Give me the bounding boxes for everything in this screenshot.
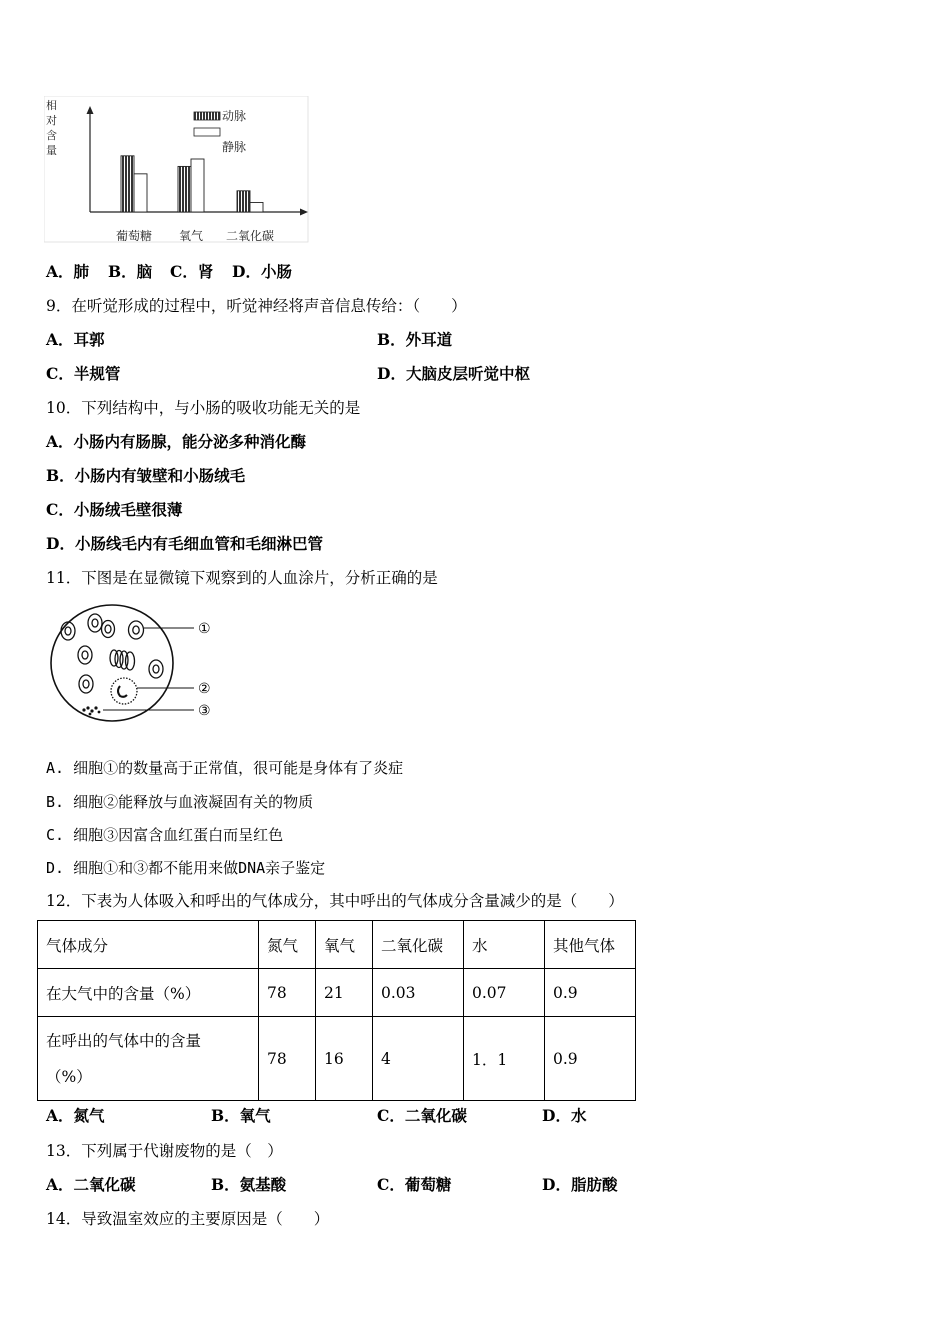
x-axis-arrow: [300, 209, 308, 216]
red-blood-cell: [149, 660, 163, 678]
q12-option-b[interactable]: B．氧气: [211, 1106, 271, 1125]
q13-stem: 13．下列属于代谢废物的是（ ）: [46, 1142, 283, 1160]
q10-option-b[interactable]: B．小肠内有皱壁和小肠绒毛: [46, 466, 246, 485]
blood-smear-svg: [48, 598, 228, 728]
platelets: [82, 706, 100, 715]
label-cell-2: ②: [198, 681, 211, 697]
q10-option-a[interactable]: A．小肠内有肠腺，能分泌多种消化酶: [46, 432, 307, 451]
y-axis-label: [46, 98, 57, 157]
q13-option-b[interactable]: B．氨基酸: [211, 1175, 287, 1194]
x-tick-label: 二氧化碳: [225, 229, 275, 243]
red-blood-cell-center: [92, 619, 98, 627]
red-blood-cell-center: [83, 680, 89, 688]
ylabel-char-1: 相: [46, 99, 57, 112]
q9-option-c[interactable]: C．半规管: [46, 364, 121, 383]
q12-option-c[interactable]: C．二氧化碳: [377, 1106, 467, 1125]
q10-stem: 10．下列结构中，与小肠的吸收功能无关的是: [46, 399, 361, 417]
q11-stem: 11．下图是在显微镜下观察到的人血涂片，分析正确的是: [46, 569, 438, 587]
q8-option-d[interactable]: D．小肠: [232, 262, 292, 281]
legend-vein-label: 静脉: [222, 140, 247, 154]
q12-option-d[interactable]: D．水: [542, 1106, 587, 1125]
y-axis-arrow: [87, 106, 94, 114]
ylabel-char-4: 量: [46, 144, 57, 157]
table-cell: 0.9: [545, 969, 636, 1017]
bars: [121, 156, 263, 212]
q11-option-d[interactable]: D. 细胞①和③都不能用来做DNA亲子鉴定: [46, 859, 326, 877]
bar-artery-1: [178, 166, 191, 212]
table-cell: [38, 1017, 259, 1101]
chart-frame: [44, 96, 308, 242]
q12-stem: 12．下表为人体吸入和呼出的气体成分，其中呼出的气体成分含量减少的是（ ）: [46, 892, 624, 910]
legend: [194, 108, 246, 154]
q10-option-c[interactable]: C．小肠绒毛壁很薄: [46, 500, 183, 519]
red-blood-cells: [61, 614, 163, 693]
header-cell: 氮气: [259, 921, 316, 969]
row-label-line-2: （%）: [46, 1067, 92, 1086]
q13-option-d[interactable]: D．脂肪酸: [542, 1175, 618, 1194]
blood-smear-figure: [48, 598, 228, 732]
red-blood-cell: [88, 614, 102, 632]
q11-option-a[interactable]: A. 细胞①的数量高于正常值，很可能是身体有了炎症: [46, 759, 404, 777]
red-blood-cell-center: [105, 625, 111, 633]
red-blood-cell: [79, 675, 93, 693]
red-blood-cell-center: [82, 651, 88, 659]
q11-option-c[interactable]: C. 细胞③因富含血红蛋白而呈红色: [46, 826, 284, 844]
header-cell: 水: [464, 921, 545, 969]
header-cell: 氧气: [316, 921, 373, 969]
q13-option-a[interactable]: A．二氧化碳: [46, 1175, 136, 1194]
x-tick-labels: [116, 228, 274, 243]
q9-option-a[interactable]: A．耳郭: [46, 330, 105, 349]
q14-stem: 14．导致温室效应的主要原因是（ ）: [46, 1210, 330, 1228]
q8-option-b[interactable]: B．脑: [108, 262, 153, 281]
table-row: [38, 1017, 636, 1101]
red-blood-cell: [61, 622, 75, 640]
ylabel-char-3: 含: [46, 129, 57, 142]
legend-vein-swatch: [194, 128, 220, 136]
red-blood-cell: [102, 621, 115, 638]
table-cell: 0.07: [464, 969, 545, 1017]
q10-option-d[interactable]: D．小肠线毛内有毛细血管和毛细淋巴管: [46, 534, 323, 553]
row-label-line-1: 在呼出的气体中的含量: [46, 1031, 202, 1050]
q11-option-b[interactable]: B. 细胞②能释放与血液凝固有关的物质: [46, 793, 314, 811]
table-cell: 78: [259, 969, 316, 1017]
q9-option-d[interactable]: D．大脑皮层听觉中枢: [377, 364, 530, 383]
x-tick-label: 葡萄糖: [115, 229, 153, 243]
header-cell: 气体成分: [38, 921, 259, 969]
label-cell-1: ①: [198, 621, 211, 637]
table-cell: 1．1: [464, 1017, 545, 1101]
table-cell: 16: [316, 1017, 373, 1101]
bar-artery-2: [237, 191, 250, 212]
legend-artery-swatch: [194, 112, 220, 120]
red-blood-cell-stack: [126, 652, 135, 670]
legend-artery-label: 动脉: [222, 109, 247, 123]
red-blood-cell-center: [153, 665, 159, 673]
table-cell: 78: [259, 1017, 316, 1101]
header-cell: 其他气体: [545, 921, 636, 969]
red-blood-cell: [78, 646, 92, 664]
gas-composition-table: [37, 920, 636, 1101]
table-cell: 0.03: [373, 969, 464, 1017]
label-cell-3: ③: [198, 703, 211, 719]
bar-vein-0: [134, 174, 147, 212]
q8-option-a[interactable]: A．肺: [46, 262, 90, 281]
white-blood-cell: [111, 678, 137, 704]
table-cell: 4: [373, 1017, 464, 1101]
bar-artery-0: [121, 156, 134, 212]
q9-stem: 9．在听觉形成的过程中，听觉神经将声音信息传给：（ ）: [46, 297, 467, 315]
header-cell: 二氧化碳: [373, 921, 464, 969]
table-row: [38, 969, 636, 1017]
table-cell: 21: [316, 969, 373, 1017]
bar-chart-svg: [44, 96, 314, 248]
bar-vein-2: [250, 202, 263, 212]
red-blood-cell-center: [65, 627, 71, 635]
blood-content-bar-chart: [44, 96, 314, 252]
q9-option-b[interactable]: B．外耳道: [377, 330, 453, 349]
q8-option-c[interactable]: C．肾: [170, 262, 214, 281]
q13-option-c[interactable]: C．葡萄糖: [377, 1175, 452, 1194]
table-header-row: [38, 921, 636, 969]
table-cell: 0.9: [545, 1017, 636, 1101]
bar-vein-1: [191, 159, 204, 212]
x-tick-label: 氧气: [178, 229, 204, 243]
table-cell: 在大气中的含量（%）: [38, 969, 259, 1017]
q12-option-a[interactable]: A．氮气: [46, 1106, 105, 1125]
red-blood-cell-center: [133, 626, 139, 634]
red-blood-cell: [129, 621, 144, 639]
ylabel-char-2: 对: [46, 114, 57, 127]
